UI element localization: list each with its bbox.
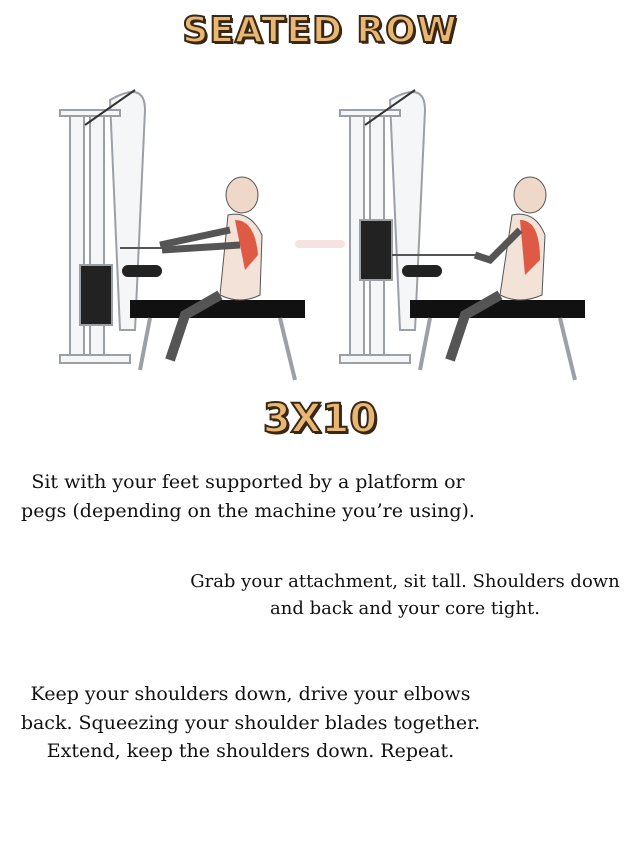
instruction-step-1: Sit with your feet supported by a platform or pegs (depending on the machine you’re using). [21,471,475,522]
cable-machine-start-position [60,90,145,363]
cable-machine-end-position [340,90,425,363]
page-title: SEATED ROW [182,10,458,51]
watermark [295,240,345,248]
rep-scheme: 3X10 [262,396,378,442]
bench-1 [130,300,305,380]
bench-2 [410,300,585,380]
instruction-step-3: Keep your shoulders down, drive your elbows back. Squeezing your shoulder blades together. Extend, keep the shoulders down. Repeat. [20,683,481,762]
instruction-step-2: Grab your attachment, sit tall. Shoulders down and back and your core tight. [190,571,620,619]
seated-row-illustration [50,70,610,390]
